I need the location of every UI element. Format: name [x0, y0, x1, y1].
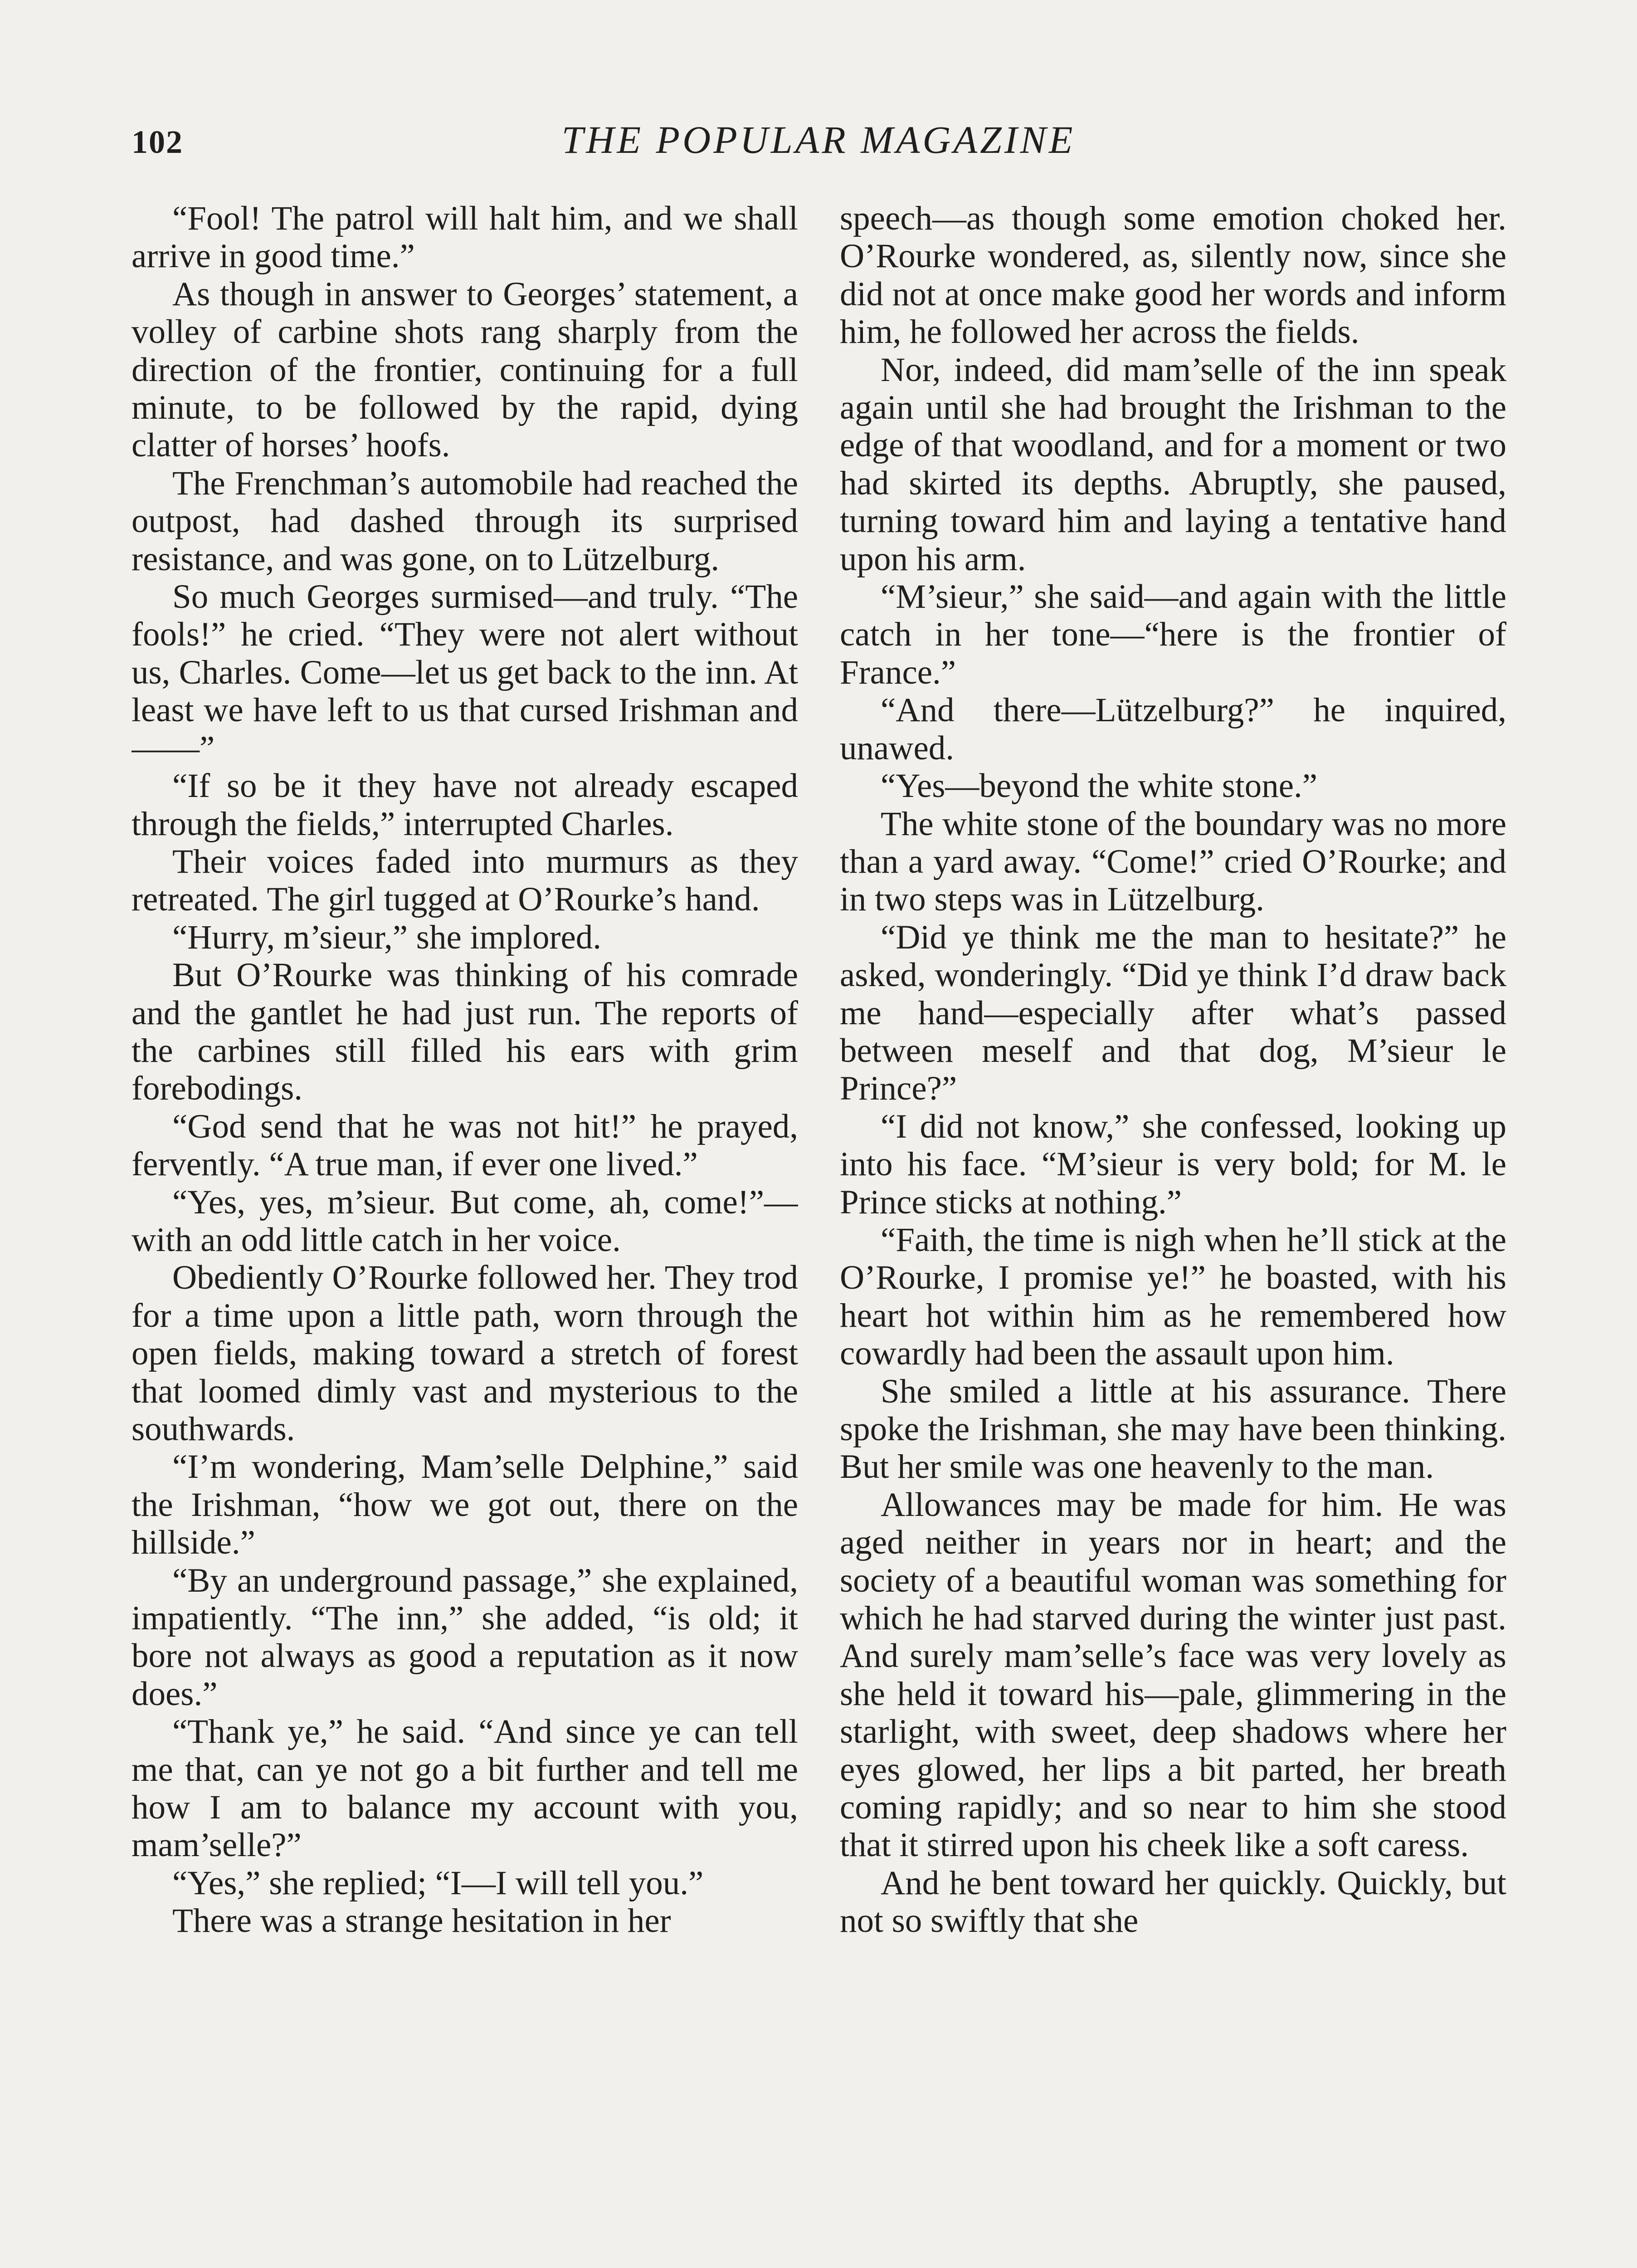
paragraph: speech—as though some emotion choked her. O’Rourke wondered, as, silently now, since she did not at once make good her words and inform him, he followed her across the fields. [840, 200, 1506, 351]
running-title: THE POPULAR MAGAZINE [561, 118, 1076, 161]
paragraph: “Yes,” she replied; “I—I will tell you.” [172, 1864, 704, 1902]
paragraph: Allowances may be made for him. He was aged neither in years nor in heart; and the society of a beautiful woman was something for which he had starved during the winter just past. And surely mam’selle’s face was very lovely as she held it toward his—pale, glimmering in the starlight, with sweet, deep shadows where her eyes glowed, her lips a bit parted, her breath coming rapidly; and so near to him she stood that it stirred upon his cheek like a soft caress. [840, 1486, 1506, 1864]
paragraph: “And there—Lützelburg?” he inquired, unawed. [840, 691, 1506, 767]
paragraph: The Frenchman’s automobile had reached the outpost, had dashed through its surprised resistance, and was gone, on to Lützelburg. [132, 464, 798, 578]
paragraph: The white stone of the boundary was no more than a yard away. “Come!” cried O’Rourke; and in two steps was in Lützelburg. [840, 805, 1506, 919]
paragraph: “Yes, yes, m’sieur. But come, ah, come!”—with an odd little catch in her voice. [132, 1183, 798, 1259]
paragraph: Obediently O’Rourke followed her. They trod for a time upon a little path, worn through the open fields, making toward a stretch of forest that loomed dimly vast and mysterious to the southwards. [132, 1259, 798, 1448]
paragraph: “Fool! The patrol will halt him, and we shall arrive in good time.” [132, 200, 798, 275]
paragraph: “Thank ye,” he said. “And since ye can tell me that, can ye not go a bit further and tell me how I am to balance my account with you, mam’selle?” [132, 1713, 798, 1864]
paragraph: “Hurry, m’sieur,” she implored. [172, 918, 602, 956]
page-number: 102 [132, 124, 183, 160]
paragraph: Nor, indeed, did mam’selle of the inn speak again until she had brought the Irishman to the edge of that woodland, and for a moment or two had skirted its depths. Abruptly, she paused, turning toward him and laying a tentative hand upon his arm. [840, 351, 1506, 578]
paragraph: “M’sieur,” she said—and again with the little catch in her tone—“here is the frontier of France.” [840, 578, 1506, 691]
paragraph: As though in answer to Georges’ statement, a volley of carbine shots rang sharply from the direction of the frontier, continuing for a full minute, to be followed by the rapid, dying clatter of horses’ hoofs. [132, 275, 798, 464]
page-header [132, 117, 1505, 167]
right-text-column [840, 200, 1506, 2268]
paragraph: There was a strange hesitation in her [172, 1902, 671, 1940]
paragraph: “Faith, the time is nigh when he’ll stick at the O’Rourke, I promise ye!” he boasted, with his heart hot within him as he remembered how cowardly had been the assault upon him. [840, 1221, 1506, 1373]
paragraph: “Did ye think me the man to hesitate?” he asked, wonderingly. “Did ye think I’d draw back me hand—especially after what’s passed between meself and that dog, M’sieur le Prince?” [840, 918, 1506, 1108]
paragraph: “I’m wondering, Mam’selle Delphine,” said the Irishman, “how we got out, there on the hillside.” [132, 1448, 798, 1562]
paragraph: “If so be it they have not already escaped through the fields,” interrupted Charles. [132, 767, 798, 843]
left-text-column [132, 200, 798, 2268]
paragraph: “I did not know,” she confessed, looking up into his face. “M’sieur is very bold; for M. le Prince sticks at nothing.” [840, 1107, 1506, 1221]
paragraph: So much Georges surmised—and truly. “The fools!” he cried. “They were not alert without us, Charles. Come—let us get back to the inn. At least we have left to us that cursed Irishman and——” [132, 578, 798, 767]
paragraph: “Yes—beyond the white stone.” [881, 767, 1318, 805]
paragraph: And he bent toward her quickly. Quickly, but not so swiftly that she [840, 1864, 1506, 1940]
paragraph: But O’Rourke was thinking of his comrade and the gantlet he had just run. The reports of the carbines still filled his ears with grim forebodings. [132, 956, 798, 1108]
paragraph: “God send that he was not hit!” he prayed, fervently. “A true man, if ever one lived.” [132, 1107, 798, 1183]
paragraph: “By an underground passage,” she explained, impatiently. “The inn,” she added, “is old; it bore not always as good a reputation as it now does.” [132, 1561, 798, 1713]
paragraph: Their voices faded into murmurs as they retreated. The girl tugged at O’Rourke’s hand. [132, 842, 798, 919]
paragraph: She smiled a little at his assurance. There spoke the Irishman, she may have been thinking. But her smile was one heavenly to the man. [840, 1372, 1506, 1486]
